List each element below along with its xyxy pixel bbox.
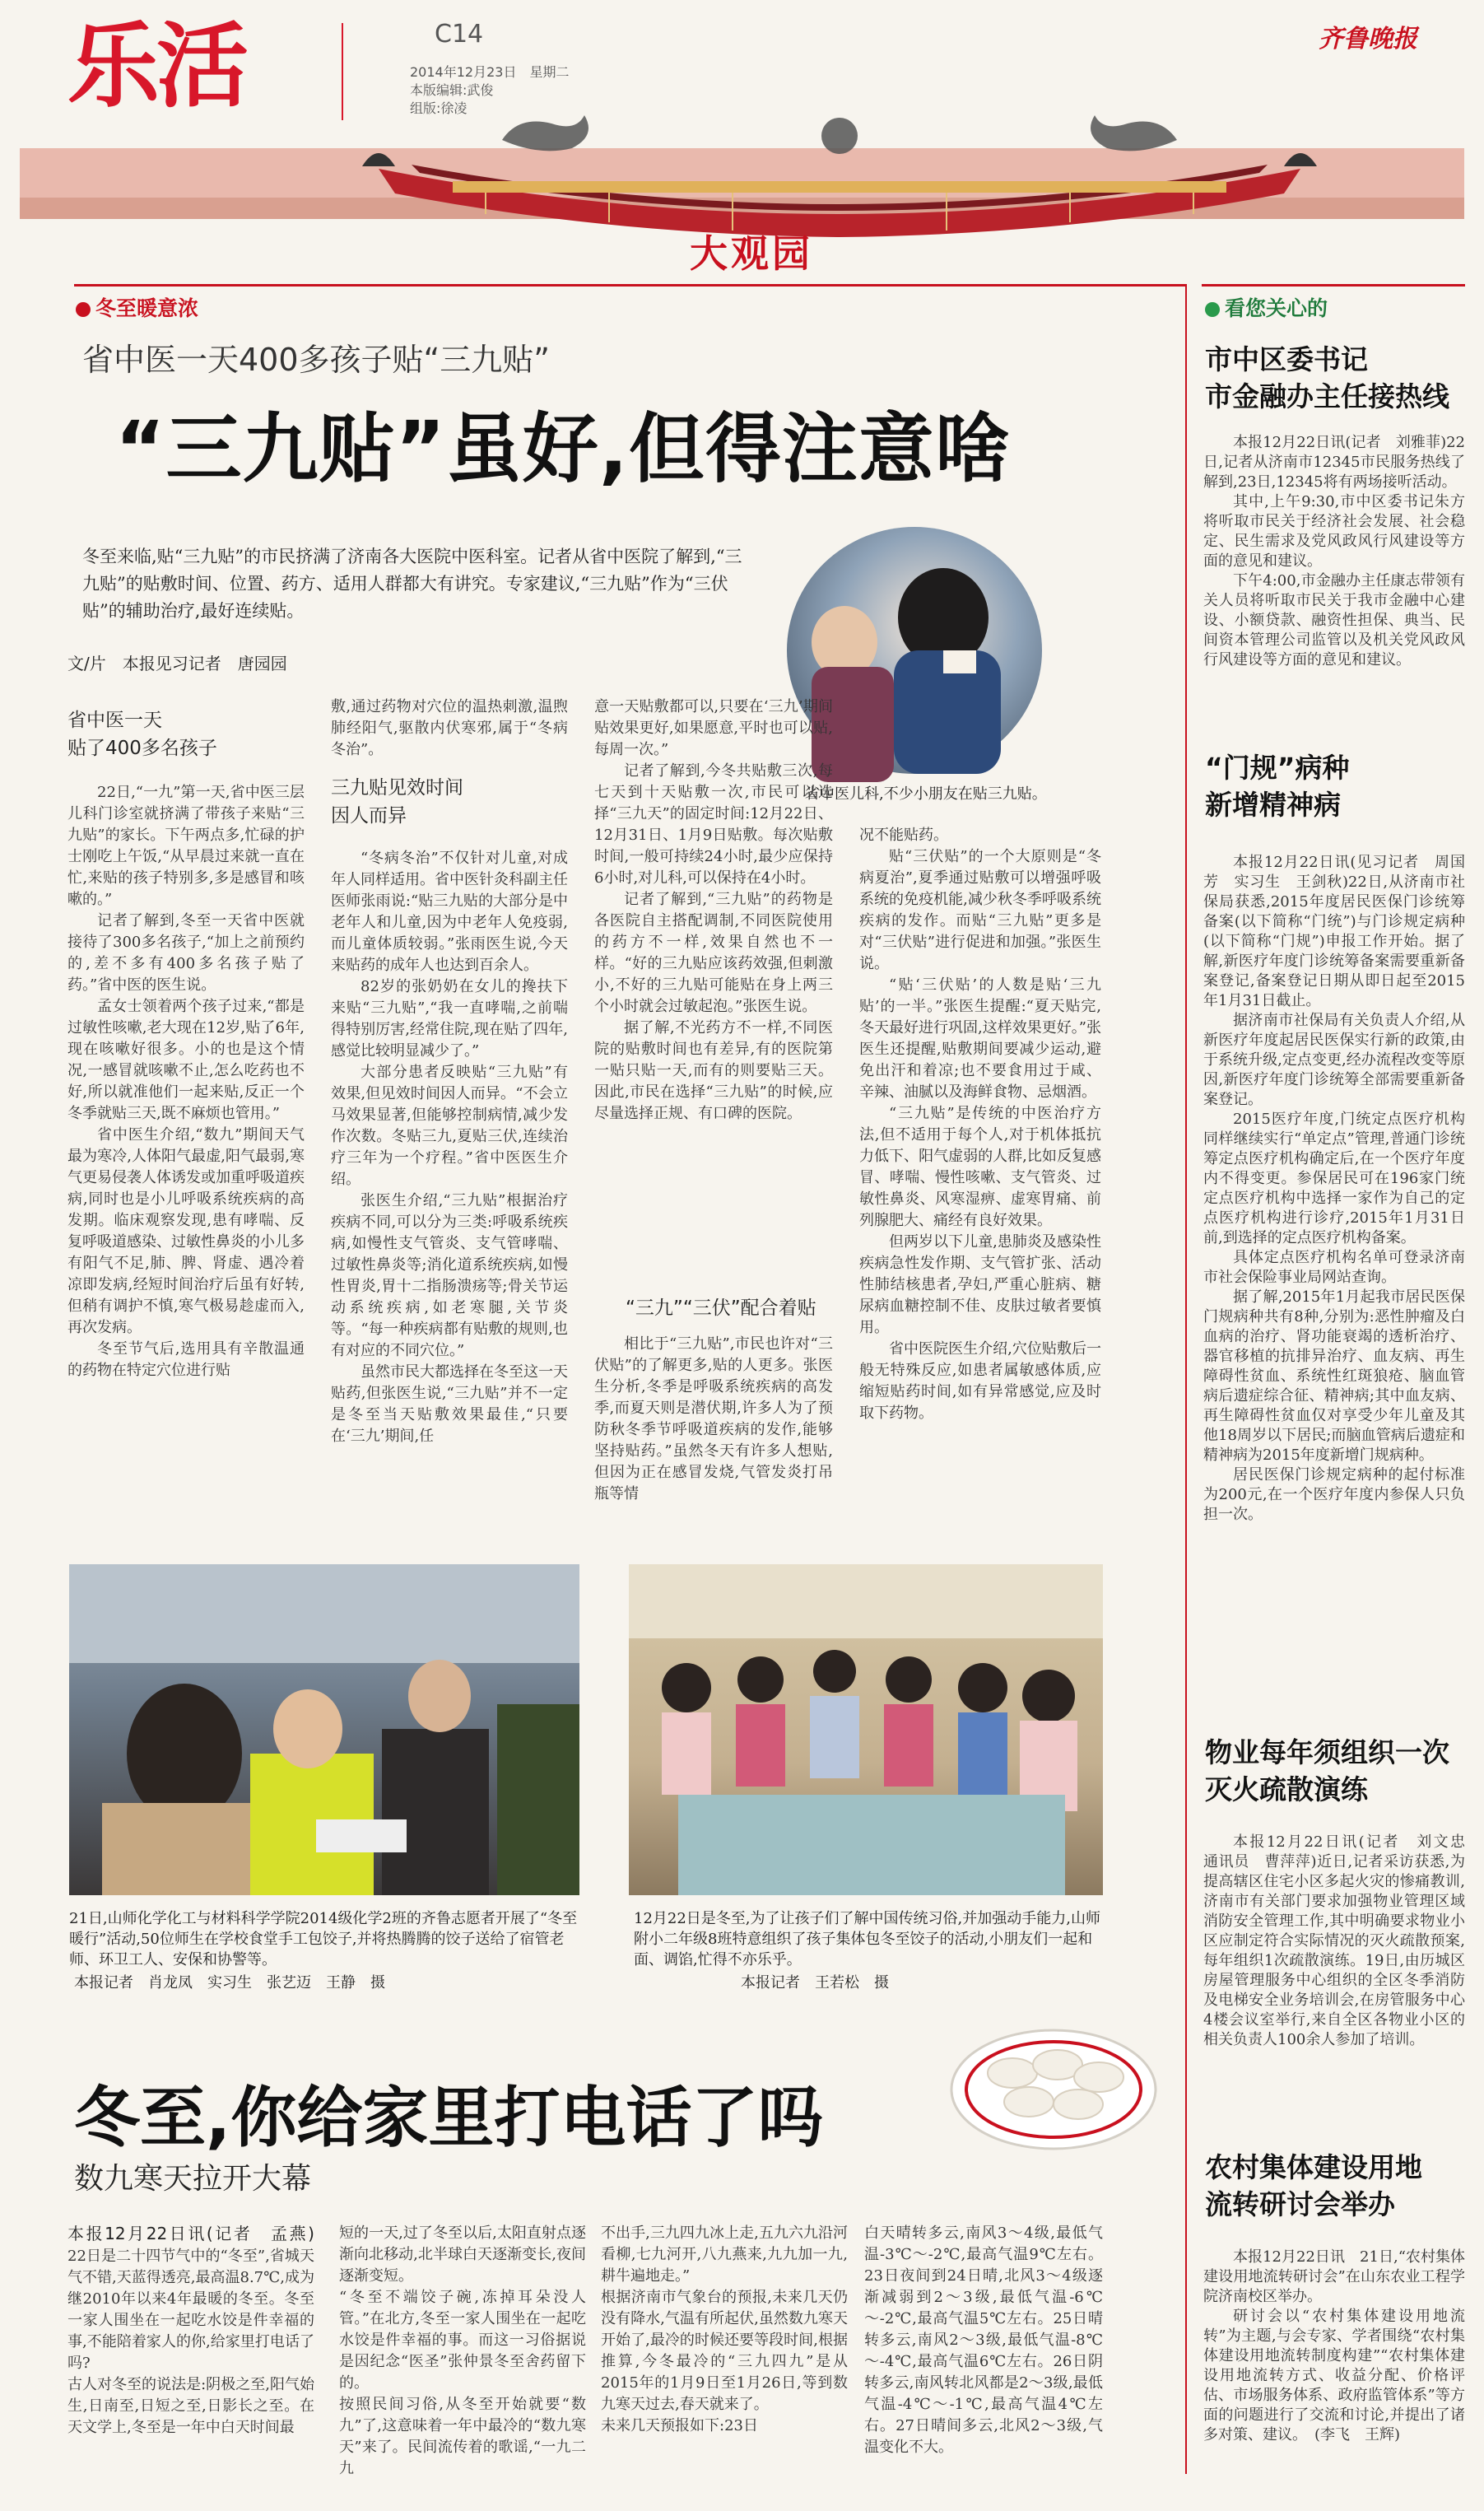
dumpling-plate-illustration xyxy=(947,2015,1161,2155)
main-col2-top: 敷,通过药物对穴位的温热刺激,温煦肺经阳气,驱散内伏寒邪,属于“冬病冬治”。 xyxy=(331,698,568,758)
second-col1 xyxy=(67,2223,314,2478)
main-col4: 况不能贴药。 贴“三伏贴”的一个大原则是“冬病夏治”,夏季通过贴敷可以增强呼吸系统的免疫机能,减少秋冬季呼吸系统疾病的发作。而贴“三九贴”更多是对“三伏贴”进行促进和加强。”张医生说。 “贴‘三伏贴’的人数是贴‘三九贴’的一半。”张医生提醒:“夏天贴完,冬天最好进行巩固,这样效果更好。”张医生还提醒,贴敷期间要减少运动,避免出汗和着凉;也不要食用过于咸、辛辣、油腻以及海鲜食物、忌烟酒。 “三九贴”是传统的中医治疗方法,但不适用于每个人,对于机体抵抗力低下、阳气虚弱的人群,比如反复感冒、哮喘、慢性咳嗽、支气管炎、过敏性鼻炎、风寒湿痹、虚寒胃痛、前列腺肥大、痛经有良好效果。 但两岁以下儿童,患肺炎及感染性疾病急性发作期、支气管扩张、活动性肺结核患者,孕妇,严重心脏病、糖尿病血糖控制不佳、皮肤过敏者要慎用。 省中医院医生介绍,穴位贴敷后一般无特殊反应,如患者属敏感体质,应缩短贴药时间,如有异常感觉,应及时取下药物。 xyxy=(859,827,1101,1422)
main-headline: “三九贴”虽好,但得注意啥 xyxy=(115,405,1012,493)
sidebar-item-1-headline: 市中区委书记 市金融办主任接热线 xyxy=(1205,343,1449,412)
sidebar-tag: 看您关心的 xyxy=(1205,292,1328,322)
issue-date: 2014年12月23日 星期二 xyxy=(410,64,570,80)
section-logo: 乐活 xyxy=(67,13,245,120)
main-kicker: 省中医一天400多孩子贴“三九贴” xyxy=(82,342,550,378)
second-headline: 冬至,你给家里打电话了吗 xyxy=(74,2080,824,2156)
children-dumplings-photo xyxy=(629,1564,1103,1895)
bullet-icon xyxy=(76,302,91,317)
photo2-credit: 本报记者 王若松 摄 xyxy=(741,1974,889,1992)
col2-subhead-line1: 三九贴见效时间 xyxy=(331,777,463,799)
col1-subhead-line2: 贴了400多名孩子 xyxy=(67,738,217,759)
pavilion-roof-illustration xyxy=(362,91,1317,239)
photo1-caption: 21日,山师化学化工与材料科学学院2014级化学2班的齐鲁志愿者开展了“冬至暖行”活动,50位师生在学校食堂手工包饺子,并将热腾腾的饺子送给了宿管老师、环卫工人、安保和协警等。 xyxy=(69,1910,578,1968)
page-number: C14 xyxy=(435,20,484,49)
col2-subhead xyxy=(331,774,568,830)
layout-credit: 组版:徐凌 xyxy=(410,100,468,116)
col3-subhead: “三九”“三伏”配合着贴 xyxy=(626,1297,816,1319)
volunteer-photo-scene xyxy=(69,1564,579,1895)
photo1-credit: 本报记者 肖龙凤 实习生 张艺迈 王静 摄 xyxy=(74,1974,385,1992)
newspaper-name: 齐鲁晚报 xyxy=(1319,25,1417,54)
col1-subhead xyxy=(67,706,306,762)
main-lead: 冬至来临,贴“三九贴”的市民挤满了济南各大医院中医科室。记者从省中医院了解到,“三九贴”的贴敷时间、位置、药方、适用人群都大有讲究。专家建议,“三九贴”作为“三伏贴”的辅助治疗,最好连续贴。 xyxy=(82,547,742,621)
main-col1: 22日,“一九”第一天,省中医三层儿科门诊室就挤满了带孩子来贴“三九贴”的家长。下午两点多,忙碌的护士刚吃上午饭,“从早晨过来就一直在忙,来贴的孩子特别多,多是感冒和咳嗽的。” 记者了解到,冬至一天省中医就接待了300多名孩子,“加上之前预约的,差不多有400多名孩子贴了药。”省中医的医生说。 孟女士领着两个孩子过来,“都是过敏性咳嗽,老大现在12岁,贴了6年,现在咳嗽好很多。小的也是这个情况,一感冒就咳嗽不止,怎么吃药也不好,所以就准他们一起来贴,反正一个冬季就贴三天,既不麻烦也管用。” 省中医生介绍,“数九”期间天气最为寒冷,人体阳气最虚,阳气最弱,寒气更易侵袭人体诱发或加重呼吸道疾病,同时也是小儿呼吸系统疾病的高发期。临床观察发现,患有哮喘、反复呼吸道感染、过敏性鼻炎的小儿多有阳气不足,肺、脾、肾虚、遇冷着凉即发病,经短时间治疗后虽有好转,但稍有调护不慎,寒气极易趁虚而入,再次发病。 冬至节气后,选用具有辛散温通的药物在特定穴位进行贴 xyxy=(67,784,305,1379)
col1-subhead-line1: 省中医一天 xyxy=(67,710,162,731)
second-col4: 白天晴转多云,南风3～4级,最低气温-3℃～-2℃,最高气温9℃左右。23日夜间到24日晴,北风3～4级逐渐减弱到2～3级,最低气温-6℃～-2℃,最高气温5℃左右。25日晴转多云,南风2～3级,最低气温-8℃～-4℃,最高气温6℃左右。26日阴转多云,南风转北风都是2～3级,最低气温-4℃～-1℃,最高气温4℃左右。27日晴间多云,北风2～3级,气温变化不大。 xyxy=(864,2224,1103,2456)
sidebar-top-rule xyxy=(1202,284,1465,287)
column-logo: 大观园 xyxy=(690,231,813,276)
second-col3: 不出手,三九四九冰上走,五九六九沿河看柳,七九河开,八九燕来,九九加一九,耕牛遍地走。” 根据济南市气象台的预报,未来几天仍没有降水,气温有所起伏,虽然数九寒天开始了,最冷的时候还要等段时间,根据推算,今冬最冷的“三九四九”是从2015年的1月9日至1月26日,等到数九寒天过去,春天就来了。 未来几天预报如下:23日 xyxy=(601,2224,848,2434)
col2-subhead-line2: 因人而异 xyxy=(331,805,407,827)
sidebar-item-1-body: 本报12月22日讯(记者 刘雅菲)22日,记者从济南市12345市民服务热线了解到,23日,12345将有两场接听活动。 其中,上午9:30,市中区委书记朱方将听取市民关于经济社会发展、社会稳定、民生需求及党风政风行风建设等方面的意见和建议。 下午4:00,市金融办主任康志带领有关人员将听取市民关于我市金融中心建设、小额贷款、融资性担保、典当、民间资本管理公司监管以及机关党风政风行风建设等方面的意见和建议。 xyxy=(1203,434,1465,669)
second-subheadline: 数九寒天拉开大幕 xyxy=(74,2162,312,2196)
main-col3b: 相比于“三九贴”,市民也许对“三伏贴”的了解更多,贴的人更多。张医生分析,冬季是呼吸系统疾病的高发季,而夏天则是潜伏期,许多人为了预防秋冬季节呼吸道疾病的发作,能够坚持贴药。”虽然冬天有许多人想贴,但因为正在感冒发烧,气管发炎打吊瓶等情 xyxy=(594,1335,833,1502)
second-col1-text: 22日是二十四节气中的“冬至”,省城天气不错,天蓝得透亮,最高温8.7℃,成为继2010年以来4年最暖的冬至。冬至一家人围坐在一起吃水饺是件幸福的事,不能陪着家人的你,给家里打电话了吗? 古人对冬至的说法是:阴极之至,阳气始生,日南至,日短之至,日影长之至。在天文学上,冬至是一年中白天时间最 xyxy=(67,2248,314,2436)
editor-credit: 本版编辑:武俊 xyxy=(410,82,494,98)
main-top-rule xyxy=(74,284,1185,287)
photo2-caption: 12月22日是冬至,为了让孩子们了解中国传统习俗,并加强动手能力,山师附小二年级8班特意组织了孩子集体包冬至饺子的活动,小朋友们一起和面、调馅,忙得不亦乐乎。 xyxy=(634,1910,1100,1968)
sidebar-item-2-body: 本报12月22日讯(见习记者 周国芳 实习生 王剑秋)22日,从济南市社保局获悉,2015年度居民医保门诊统筹备案(以下简称“门统”)与门诊规定病种(以下简称“门规”)申报工作开始。据了解,新医疗年度门诊统筹备案需要重新备案登记,备案登记日期从即日起至2015年1月31日截止。 据济南市社保局有关负责人介绍,从新医疗年度起居民医保实行新的政策,由于系统升级,定点变更,经办流程改变等原因,新医疗年度门诊统筹全部需要重新备案登记。 2015医疗年度,门统定点医疗机构同样继续实行“单定点”管理,普通门诊统筹定点医疗机构确定后,在一个医疗年度内不得变更。参保居民可在196家门统定点医疗机构中选择一家作为自己的定点医疗机构进行诊疗,2015年1月31日前,到选择的定点医疗机构备案。 具体定点医疗机构名单可登录济南市社会保险事业局网站查询。 据了解,2015年1月起我市居民医保门规病种共有8种,分别为:恶性肿瘤及白血病的治疗、肾功能衰竭的透析治疗、器官移植的抗排异治疗、血友病、再生障碍性贫血、系统性红斑狼疮、脑血管病后遗症综合征、精神病;其中血友病、再生障碍性贫血仅对享受少年儿童及其他18周岁以下居民;而脑血管病后遗症和精神病为2015年度新增门规病种。 居民医保门诊规定病种的起付标准为200元,在一个医疗年度内参保人只负担一次。 xyxy=(1203,854,1465,1523)
second-byline: 本报12月22日讯(记者 孟燕) xyxy=(67,2224,314,2243)
bullet-icon xyxy=(1205,302,1220,317)
sidebar-item-4-headline: 农村集体建设用地 流转研讨会举办 xyxy=(1205,2151,1422,2220)
main-col3: 意一天贴敷都可以,只要在‘三九’期间贴效果更好,如果愿意,平时也可以贴,每周一次。” 记者了解到,今冬共贴敷三次,每七天到十天贴敷一次,市民可以选择“三九天”的固定时间:12月22日、12月31日、1月9日贴敷。每次贴敷时间,一般可持续24小时,最少应保持6小时,对儿科,可以保持在4小时。 记者了解到,“三九贴”的药物是各医院自主搭配调制,不同医院使用的药方不一样,效果自然也不一样。“好的三九贴应该药效强,但刺激小,不好的三九贴可能贴在身上两三个小时就会过敏起泡。”张医生说。 据了解,不光药方不一样,不同医院的贴敷时间也有差异,有的医院第一贴只贴一天,而有的则要贴三天。因此,市民在选择“三九贴”的时候,应尽量选择正规、有口碑的医院。 xyxy=(594,698,833,1122)
logo-divider xyxy=(342,23,343,120)
volunteer-dumplings-photo xyxy=(69,1564,579,1895)
main-tag: 冬至暖意浓 xyxy=(76,292,198,322)
sidebar-item-3-body: 本报12月22日讯(记者 刘文忠 通讯员 曹萍萍)近日,记者采访获悉,为提高辖区住宅小区多起火灾的惨痛教训,济南市有关部门要求加强物业管理区域消防安全管理工作,其中明确要求物业小区应制定符合实际情况的灭火疏散预案,每年组织1次疏散演练。19日,由历城区房屋管理服务中心组织的全区冬季消防及电梯安全业务培训会,在房管服务中心4楼会议室举行,来自全区各物业小区的相关负责人100余人参加了培训。 xyxy=(1203,1833,1480,2048)
sidebar-item-2-headline: “门规”病种 新增精神病 xyxy=(1205,752,1350,821)
main-col2: “冬病冬治”不仅针对儿童,对成年人同样适用。省中医针灸科副主任医师张雨说:“贴三九贴的大部分是中老年人和儿童,因为中老年人免疫弱,而儿童体质较弱。”张雨医生说,今天来贴药的成年人也达到百余人。 82岁的张奶奶在女儿的搀扶下来贴“三九贴”,“我一直哮喘,之前喘得特别厉害,经常住院,现在贴了四年,感觉比较明显减少了。” 大部分患者反映贴“三九贴”有效果,但见效时间因人而异。“不会立马效果显著,但能够控制病情,减少发作次数。冬贴三九,夏贴三伏,连续治疗三年为一个疗程。”省中医医生介绍。 张医生介绍,“三九贴”根据治疗疾病不同,可以分为三类:呼吸系统疾病,如慢性支气管炎、支气管哮喘、过敏性鼻炎等;消化道系统疾病,如慢性胃炎,胃十二指肠溃疡等;骨关节运动系统疾病,如老寒腿,关节炎等。“每一种疾病都有贴敷的规则,也有对应的不同穴位。” 虽然市民大都选择在冬至这一天贴药,但张医生说,“三九贴”并不一定是冬至当天贴敷效果最佳,“只要在‘三九’期间,任 xyxy=(331,850,568,1445)
round-photo-caption: 省中医儿科,不少小朋友在贴三九贴。 xyxy=(805,785,1047,803)
second-col2: 短的一天,过了冬至以后,太阳直射点逐渐向北移动,北半球白天逐渐变长,夜间逐渐变短。 “冬至不端饺子碗,冻掉耳朵没人管。”在北方,冬至一家人围坐在一起吃水饺是件幸福的事。而这一习俗据说是因纪念“医圣”张仲景冬至舍药留下的。 按照民间习俗,从冬至开始就要“数九”了,这意味着一年中最冷的“数九寒天”来了。民间流传着的歌谣,“一九二九 xyxy=(339,2224,586,2477)
sidebar-item-3-headline: 物业每年须组织一次 灭火疏散演练 xyxy=(1205,1736,1449,1805)
sidebar-item-4-body: 本报12月22日讯 21日,“农村集体建设用地流转研讨会”在山东农业工程学院济南校区举办。 研讨会以“农村集体建设用地流转”为主题,与会专家、学者围绕“农村集体建设用地流转制度构建”“农村集体建设用地流转方式、收益分配、价格评估、市场服务体系、政府监管体系”等方面的问题进行了交流和讨论,并提出了诸多对策、建议。 (李飞 王辉) xyxy=(1203,2248,1465,2443)
sidebar-divider xyxy=(1185,284,1187,2474)
children-photo-scene xyxy=(629,1564,1103,1895)
main-byline: 文/片 本报见习记者 唐园园 xyxy=(67,654,287,673)
